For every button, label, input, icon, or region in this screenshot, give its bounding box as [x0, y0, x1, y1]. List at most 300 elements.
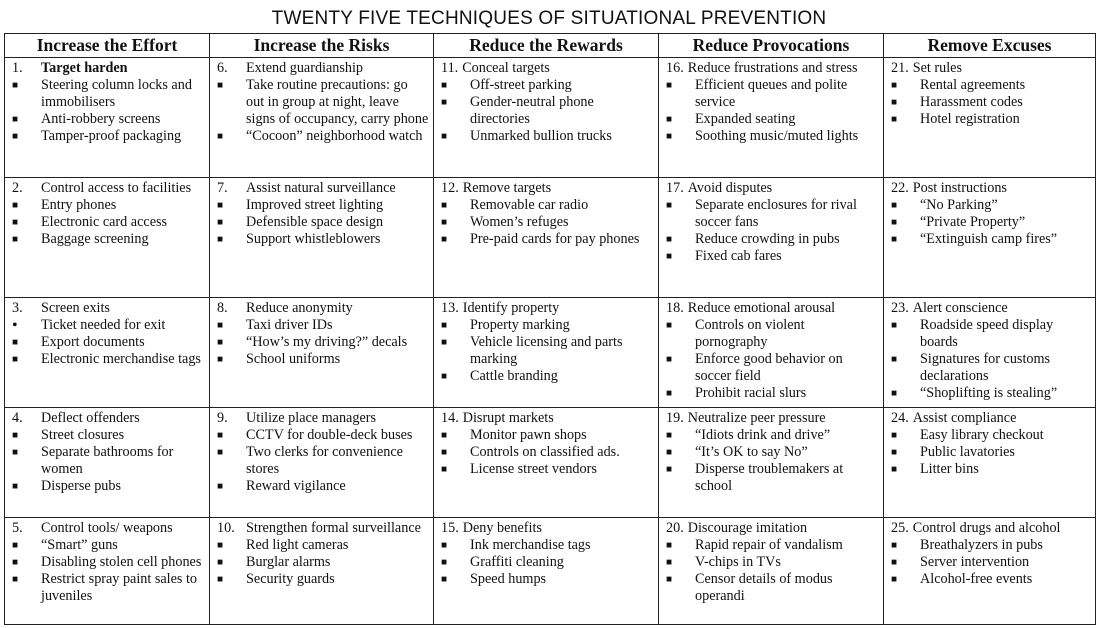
- list-item: [666, 427, 879, 444]
- bullet-square-icon: ■: [441, 97, 448, 108]
- list-item: [666, 444, 879, 461]
- technique-title: Reduce anonymity: [246, 300, 353, 316]
- example-text: Steering column locks and immobilisers: [41, 77, 192, 110]
- bullet-square-icon: ■: [217, 540, 224, 551]
- example-text: Controls on classified ads.: [470, 444, 620, 460]
- list-item: [441, 128, 654, 145]
- example-text: Monitor pawn shops: [470, 427, 587, 443]
- technique-heading: [666, 60, 879, 77]
- technique-cell: [210, 408, 434, 518]
- technique-title: Avoid disputes: [687, 180, 773, 196]
- technique-title: Screen exits: [41, 300, 110, 316]
- bullet-square-icon: ■: [666, 464, 673, 475]
- list-item: [891, 111, 1091, 128]
- technique-heading: [12, 520, 205, 537]
- bullet-square-icon: ■: [217, 200, 224, 211]
- list-item: [12, 351, 205, 368]
- technique-number: 13.: [441, 300, 459, 316]
- bullet-square-icon: ■: [12, 131, 19, 142]
- example-list: [441, 317, 654, 385]
- bullet-square-icon: ■: [891, 354, 898, 365]
- technique-heading: [891, 60, 1091, 77]
- technique-heading: [891, 520, 1091, 537]
- bullet-square-icon: ■: [217, 430, 224, 441]
- list-item: [666, 77, 879, 111]
- technique-cell: [659, 298, 884, 408]
- bullet-square-icon: ■: [12, 114, 19, 125]
- technique-title: Alert conscience: [912, 300, 1008, 316]
- technique-number: 1.: [12, 60, 23, 76]
- example-text: Security guards: [246, 571, 335, 587]
- example-list: [891, 197, 1091, 248]
- technique-number: 17.: [666, 180, 684, 196]
- list-item: [891, 197, 1091, 214]
- technique-cell: [5, 178, 210, 298]
- bullet-square-icon: ■: [891, 80, 898, 91]
- bullet-dot-icon: •: [12, 317, 18, 334]
- list-item: [12, 214, 205, 231]
- example-text: Taxi driver IDs: [246, 317, 333, 333]
- list-item: [217, 537, 429, 554]
- technique-heading: [666, 520, 879, 537]
- bullet-square-icon: ■: [891, 557, 898, 568]
- technique-number: 15.: [441, 520, 459, 536]
- example-text: Women’s refuges: [470, 214, 569, 230]
- list-item: [12, 334, 205, 351]
- example-list: [666, 537, 879, 605]
- technique-title: Control tools/ weapons: [41, 520, 173, 536]
- column-header: Reduce the Rewards: [434, 34, 659, 58]
- bullet-square-icon: ■: [441, 131, 448, 142]
- list-item: [217, 77, 429, 128]
- bullet-square-icon: ■: [891, 97, 898, 108]
- example-text: Public lavatories: [920, 444, 1015, 460]
- example-text: Two clerks for convenience stores: [246, 444, 403, 477]
- technique-heading: [441, 300, 654, 317]
- example-text: Electronic card access: [41, 214, 168, 230]
- table-row: [5, 408, 1096, 518]
- bullet-square-icon: ■: [666, 574, 673, 585]
- list-item: [441, 334, 654, 368]
- bullet-square-icon: ■: [12, 574, 19, 585]
- example-text: School uniforms: [246, 351, 341, 367]
- list-item: [12, 478, 205, 495]
- example-list: [891, 427, 1091, 478]
- example-list: [441, 427, 654, 478]
- example-list: [891, 77, 1091, 128]
- bullet-square-icon: ■: [12, 200, 19, 211]
- technique-cell: [210, 518, 434, 625]
- list-item: [217, 214, 429, 231]
- technique-cell: [884, 298, 1096, 408]
- technique-title: Set rules: [912, 60, 962, 76]
- technique-number: 6.: [217, 60, 228, 76]
- list-item: [12, 231, 205, 248]
- technique-heading: [891, 410, 1091, 427]
- technique-cell: [884, 518, 1096, 625]
- example-text: Off-street parking: [470, 77, 572, 93]
- bullet-square-icon: ■: [666, 447, 673, 458]
- technique-cell: [5, 58, 210, 178]
- example-text: Enforce good behavior on soccer field: [695, 351, 843, 384]
- example-text: Easy library checkout: [920, 427, 1044, 443]
- technique-cell: [434, 408, 659, 518]
- bullet-square-icon: ■: [666, 354, 673, 365]
- technique-title: Strengthen formal surveillance: [246, 520, 421, 536]
- technique-heading: [217, 520, 429, 537]
- technique-title: Reduce frustrations and stress: [687, 60, 858, 76]
- technique-title: Utilize place managers: [246, 410, 376, 426]
- list-item: [441, 427, 654, 444]
- technique-heading: [12, 300, 205, 317]
- example-text: “Idiots drink and drive”: [695, 427, 831, 443]
- example-list: [441, 197, 654, 248]
- technique-cell: [210, 58, 434, 178]
- technique-number: 11.: [441, 60, 459, 76]
- bullet-square-icon: ■: [891, 320, 898, 331]
- technique-heading: [891, 300, 1091, 317]
- technique-number: 25.: [891, 520, 909, 536]
- list-item: [891, 571, 1091, 588]
- bullet-square-icon: ■: [666, 114, 673, 125]
- bullet-square-icon: ■: [666, 557, 673, 568]
- example-text: “Private Property”: [920, 214, 1026, 230]
- technique-number: 19.: [666, 410, 684, 426]
- example-list: [217, 77, 429, 145]
- bullet-square-icon: ■: [666, 540, 673, 551]
- example-text: Separate bathrooms for women: [41, 444, 174, 477]
- example-text: Roadside speed display boards: [920, 317, 1054, 350]
- technique-heading: [891, 180, 1091, 197]
- list-item: [217, 317, 429, 334]
- example-list: [12, 427, 205, 495]
- list-item: [12, 111, 205, 128]
- technique-heading: [441, 520, 654, 537]
- bullet-square-icon: ■: [891, 217, 898, 228]
- example-text: Disabling stolen cell phones: [41, 554, 202, 570]
- bullet-square-icon: ■: [217, 354, 224, 365]
- bullet-square-icon: ■: [666, 430, 673, 441]
- technique-cell: [434, 518, 659, 625]
- bullet-square-icon: ■: [12, 540, 19, 551]
- list-item: [666, 385, 879, 402]
- technique-number: 7.: [217, 180, 228, 196]
- list-item: [217, 197, 429, 214]
- bullet-square-icon: ■: [441, 337, 448, 348]
- example-list: [666, 427, 879, 495]
- table-row: [5, 58, 1096, 178]
- example-text: Graffiti cleaning: [470, 554, 564, 570]
- bullet-square-icon: ■: [217, 234, 224, 245]
- bullet-square-icon: ■: [12, 481, 19, 492]
- list-item: [217, 427, 429, 444]
- technique-cell: [659, 58, 884, 178]
- technique-cell: [884, 408, 1096, 518]
- list-item: [217, 478, 429, 495]
- list-item: [891, 351, 1091, 385]
- list-item: [666, 197, 879, 231]
- bullet-square-icon: ■: [666, 200, 673, 211]
- technique-number: 4.: [12, 410, 23, 426]
- list-item: [12, 317, 205, 334]
- bullet-square-icon: ■: [891, 447, 898, 458]
- bullet-square-icon: ■: [12, 354, 19, 365]
- list-item: [12, 571, 205, 605]
- example-text: Rental agreements: [920, 77, 1026, 93]
- list-item: [441, 444, 654, 461]
- bullet-square-icon: ■: [441, 234, 448, 245]
- bullet-square-icon: ■: [441, 80, 448, 91]
- example-text: Anti-robbery screens: [41, 111, 161, 127]
- list-item: [217, 128, 429, 145]
- column-header: Remove Excuses: [884, 34, 1096, 58]
- technique-heading: [12, 410, 205, 427]
- example-list: [12, 537, 205, 605]
- example-list: [12, 197, 205, 248]
- bullet-square-icon: ■: [12, 447, 19, 458]
- example-text: Improved street lighting: [246, 197, 384, 213]
- bullet-square-icon: ■: [891, 430, 898, 441]
- list-item: [12, 444, 205, 478]
- list-item: [12, 427, 205, 444]
- list-item: [12, 128, 205, 145]
- bullet-square-icon: ■: [891, 574, 898, 585]
- bullet-square-icon: ■: [217, 131, 224, 142]
- bullet-square-icon: ■: [666, 234, 673, 245]
- bullet-square-icon: ■: [441, 430, 448, 441]
- technique-cell: [659, 178, 884, 298]
- example-list: [217, 427, 429, 495]
- technique-number: 16.: [666, 60, 684, 76]
- bullet-square-icon: ■: [666, 320, 673, 331]
- technique-cell: [659, 518, 884, 625]
- list-item: [891, 385, 1091, 402]
- technique-title: Reduce emotional arousal: [687, 300, 836, 316]
- list-item: [666, 128, 879, 145]
- example-text: Tamper-proof packaging: [41, 128, 182, 144]
- technique-number: 2.: [12, 180, 23, 196]
- example-text: Take routine precautions: go out in group at night, leave signs of occupancy, carry phone: [246, 77, 429, 127]
- technique-cell: [210, 178, 434, 298]
- technique-title: Deny benefits: [462, 520, 542, 536]
- bullet-square-icon: ■: [891, 540, 898, 551]
- technique-cell: [434, 58, 659, 178]
- example-text: Cattle branding: [470, 368, 558, 384]
- example-text: Fixed cab fares: [695, 248, 782, 264]
- example-text: Soothing music/muted lights: [695, 128, 859, 144]
- example-text: V-chips in TVs: [695, 554, 781, 570]
- list-item: [217, 444, 429, 478]
- technique-title: Discourage imitation: [687, 520, 808, 536]
- header-row: [5, 34, 1096, 58]
- technique-number: 24.: [891, 410, 909, 426]
- technique-cell: [5, 408, 210, 518]
- bullet-square-icon: ■: [217, 574, 224, 585]
- table-row: [5, 518, 1096, 625]
- bullet-square-icon: ■: [12, 557, 19, 568]
- list-item: [666, 537, 879, 554]
- example-text: Harassment codes: [920, 94, 1023, 110]
- technique-title: Conceal targets: [462, 60, 550, 76]
- technique-title: Target harden: [41, 60, 128, 76]
- example-text: “Extinguish camp fires”: [920, 231, 1058, 247]
- example-text: CCTV for double-deck buses: [246, 427, 413, 443]
- list-item: [217, 554, 429, 571]
- list-item: [441, 94, 654, 128]
- technique-heading: [666, 180, 879, 197]
- list-item: [891, 94, 1091, 111]
- example-text: “Smart” guns: [41, 537, 118, 553]
- technique-number: 10.: [217, 520, 235, 536]
- bullet-square-icon: ■: [217, 557, 224, 568]
- example-text: Reduce crowding in pubs: [695, 231, 840, 247]
- example-text: Defensible space design: [246, 214, 384, 230]
- technique-number: 8.: [217, 300, 228, 316]
- list-item: [441, 214, 654, 231]
- list-item: [441, 537, 654, 554]
- technique-heading: [12, 60, 205, 77]
- bullet-square-icon: ■: [441, 464, 448, 475]
- column-header: Increase the Effort: [5, 34, 210, 58]
- bullet-square-icon: ■: [12, 80, 19, 91]
- bullet-square-icon: ■: [891, 234, 898, 245]
- bullet-square-icon: ■: [217, 80, 224, 91]
- technique-title: Assist natural surveillance: [246, 180, 396, 196]
- example-text: Rapid repair of vandalism: [695, 537, 843, 553]
- example-text: Street closures: [41, 427, 125, 443]
- table-row: [5, 178, 1096, 298]
- list-item: [441, 77, 654, 94]
- bullet-square-icon: ■: [666, 251, 673, 262]
- list-item: [891, 461, 1091, 478]
- list-item: [441, 554, 654, 571]
- technique-title: Assist compliance: [912, 410, 1017, 426]
- technique-number: 5.: [12, 520, 23, 536]
- list-item: [666, 231, 879, 248]
- technique-title: Remove targets: [462, 180, 552, 196]
- bullet-square-icon: ■: [441, 371, 448, 382]
- technique-heading: [666, 300, 879, 317]
- list-item: [891, 317, 1091, 351]
- example-list: [666, 197, 879, 265]
- technique-cell: [5, 518, 210, 625]
- bullet-square-icon: ■: [441, 540, 448, 551]
- list-item: [217, 334, 429, 351]
- list-item: [666, 461, 879, 495]
- list-item: [666, 351, 879, 385]
- example-text: Support whistleblowers: [246, 231, 381, 247]
- example-text: Unmarked bullion trucks: [470, 128, 612, 144]
- technique-title: Post instructions: [912, 180, 1007, 196]
- example-text: Red light cameras: [246, 537, 349, 553]
- technique-heading: [217, 180, 429, 197]
- technique-heading: [217, 410, 429, 427]
- technique-cell: [884, 178, 1096, 298]
- example-text: Entry phones: [41, 197, 117, 213]
- technique-cell: [210, 298, 434, 408]
- example-text: Vehicle licensing and parts marking: [470, 334, 623, 367]
- technique-title: Disrupt markets: [462, 410, 554, 426]
- example-text: Censor details of modus operandi: [695, 571, 833, 604]
- technique-number: 3.: [12, 300, 23, 316]
- column-header: Reduce Provocations: [659, 34, 884, 58]
- technique-cell: [434, 178, 659, 298]
- bullet-square-icon: ■: [891, 388, 898, 399]
- example-list: [891, 537, 1091, 588]
- bullet-square-icon: ■: [666, 388, 673, 399]
- page-title: TWENTY FIVE TECHNIQUES OF SITUATIONAL PREVENTION: [271, 8, 827, 29]
- example-text: Burglar alarms: [246, 554, 331, 570]
- example-list: [217, 537, 429, 588]
- bullet-square-icon: ■: [441, 557, 448, 568]
- technique-heading: [441, 60, 654, 77]
- example-text: Efficient queues and polite service: [695, 77, 848, 110]
- table-row: [5, 298, 1096, 408]
- list-item: [441, 571, 654, 588]
- bullet-square-icon: ■: [12, 234, 19, 245]
- technique-number: 18.: [666, 300, 684, 316]
- example-text: Gender-neutral phone directories: [470, 94, 594, 127]
- example-list: [217, 197, 429, 248]
- bullet-square-icon: ■: [441, 217, 448, 228]
- list-item: [12, 77, 205, 111]
- example-text: Server intervention: [920, 554, 1030, 570]
- list-item: [666, 317, 879, 351]
- example-text: “Shoplifting is stealing”: [920, 385, 1058, 401]
- list-item: [441, 317, 654, 334]
- example-text: Prohibit racial slurs: [695, 385, 807, 401]
- bullet-square-icon: ■: [441, 447, 448, 458]
- example-text: Hotel registration: [920, 111, 1020, 127]
- example-list: [666, 77, 879, 145]
- example-text: Property marking: [470, 317, 570, 333]
- example-text: Restrict spray paint sales to juveniles: [41, 571, 198, 604]
- example-text: Baggage screening: [41, 231, 149, 247]
- list-item: [891, 214, 1091, 231]
- example-list: [217, 317, 429, 368]
- example-text: Speed humps: [470, 571, 547, 587]
- example-text: Controls on violent pornography: [695, 317, 805, 350]
- example-list: [12, 317, 205, 368]
- bullet-square-icon: ■: [12, 337, 19, 348]
- bullet-square-icon: ■: [891, 114, 898, 125]
- technique-cell: [434, 298, 659, 408]
- technique-heading: [217, 300, 429, 317]
- column-header: Increase the Risks: [210, 34, 434, 58]
- example-list: [441, 537, 654, 588]
- technique-title: Neutralize peer pressure: [687, 410, 826, 426]
- example-text: Electronic merchandise tags: [41, 351, 201, 367]
- example-list: [12, 77, 205, 145]
- list-item: [891, 554, 1091, 571]
- example-text: Ink merchandise tags: [470, 537, 591, 553]
- list-item: [666, 554, 879, 571]
- example-text: “It’s OK to say No”: [695, 444, 808, 460]
- example-text: Separate enclosures for rival soccer fans: [695, 197, 857, 230]
- technique-title: Deflect offenders: [41, 410, 140, 426]
- technique-title: Extend guardianship: [246, 60, 364, 76]
- technique-cell: [5, 298, 210, 408]
- bullet-square-icon: ■: [891, 464, 898, 475]
- list-item: [441, 368, 654, 385]
- example-text: Breathalyzers in pubs: [920, 537, 1043, 553]
- example-text: Reward vigilance: [246, 478, 346, 494]
- list-item: [891, 427, 1091, 444]
- bullet-square-icon: ■: [217, 217, 224, 228]
- example-text: “No Parking”: [920, 197, 998, 213]
- technique-number: 21.: [891, 60, 909, 76]
- list-item: [891, 444, 1091, 461]
